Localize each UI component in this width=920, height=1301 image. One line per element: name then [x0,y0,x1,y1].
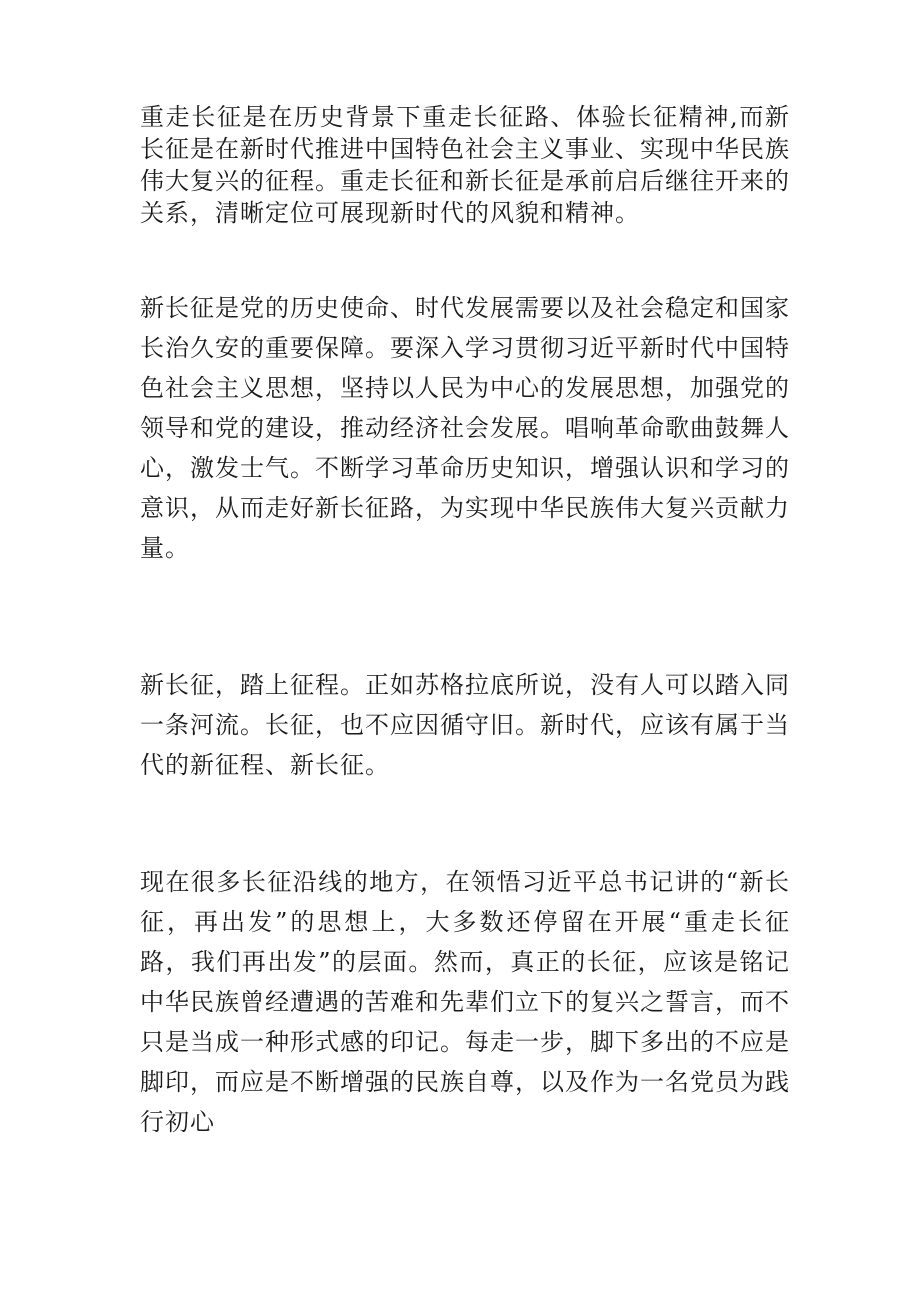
paragraph-3: 新长征，踏上征程。正如苏格拉底所说，没有人可以踏入同一条河流。长征，也不应因循守旧。新时代，应该有属于当代的新征程、新长征。 [140,671,790,779]
paragraph-1: 重走长征是在历史背景下重走长征路、体验长征精神,而新长征是在新时代推进中国特色社会主义事业、实现中华民族伟大复兴的征程。重走长征和新长征是承前启后继往开来的关系，清晰定位可展现新时代的风貌和精神。 [140,103,790,227]
paragraph-2: 新长征是党的历史使命、时代发展需要以及社会稳定和国家长治久安的重要保障。要深入学习贯彻习近平新时代中国特色社会主义思想，坚持以人民为中心的发展思想，加强党的领导和党的建设，推动经济社会发展。唱响革命歌曲鼓舞人心，激发士气。不断学习革命历史知识，增强认识和学习的意识，从而走好新长征路，为实现中华民族伟大复兴贡献力量。 [140,294,790,562]
paragraph-4: 现在很多长征沿线的地方，在领悟习近平总书记讲的“新长征，再出发”的思想上，大多数还停留在开展“重走长征路，我们再出发”的层面。然而，真正的长征，应该是铭记中华民族曾经遭遇的苦难和先辈们立下的复兴之誓言，而不只是当成一种形式感的印记。每走一步，脚下多出的不应是脚印，而应是不断增强的民族自尊，以及作为一名党员为践行初心 [140,868,790,1136]
